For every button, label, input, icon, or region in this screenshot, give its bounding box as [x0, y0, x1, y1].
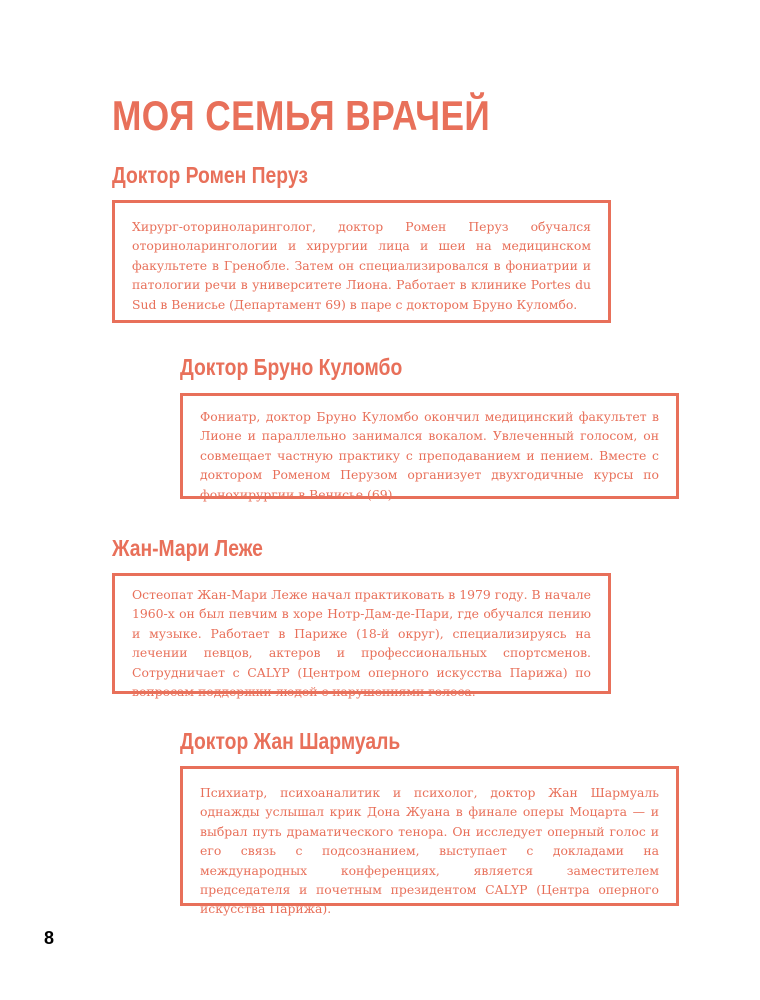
bio-box-jean-charmoile [180, 766, 679, 917]
heading-bruno-coulombo: Доктор Бруно Куломбо [180, 354, 403, 380]
heading-jean-marie-leger: Жан-Мари Леже [112, 535, 263, 561]
bio-box-romain-peruz [112, 200, 611, 323]
bio-text-jean-charmoile: Психиатр, психоаналитик и психолог, доктор Жан Шармуаль однажды услышал крик Дона Жуана в финале оперы Моцарта — и выбрал путь драматического тенора. Он исследует оперный голос и его связь с подсознанием, выступает с докладами на международных конференциях, является заместителем председателя и почетным президентом CALYP (Центра оперного искусства Парижа). [200, 785, 659, 917]
bio-text-bruno-coulombo: Фониатр, доктор Бруно Куломбо окончил медицинский факультет в Лионе и параллельно занимался вокалом. Увлеченный голосом, он совмещает частную практику с преподаванием и пением. Вместе с доктором Роменом Перузом организует двухгодичные курсы по фонохирургии в Венисье (69). [200, 409, 659, 502]
bio-box-bruno-coulombo [180, 393, 679, 502]
page-number: 8 [44, 928, 55, 948]
bio-box-jean-marie-leger [112, 573, 611, 700]
heading-jean-charmoile: Доктор Жан Шармуаль [180, 728, 401, 754]
heading-romain-peruz: Доктор Ромен Перуз [112, 162, 308, 188]
bio-text-jean-marie-leger: Остеопат Жан-Мари Леже начал практиковать в 1979 году. В начале 1960-х он был певчим в хоре Нотр-Дам-де-Пари, где обучался пению и музыке. Работает в Париже (18-й округ), специализируясь на лечении певцов, актеров и профессиональных спортсменов. Сотрудничает с CALYP (Центром оперного искусства Парижа) по вопросам поддержки людей с нарушениями голоса. [132, 587, 591, 700]
page-title: МОЯ СЕМЬЯ ВРАЧЕЙ [112, 92, 491, 139]
bio-text-romain-peruz: Хирург-оториноларинголог, доктор Ромен Перуз обучался оториноларингологии и хирургии лица и шеи на медицинском факультете в Гренобле. Затем он специализировался в фониатрии и патологии речи в университете Лиона. Работает в клинике Portes du Sud в Венисье (Департамент 69) в паре с доктором Бруно Куломбо. [132, 219, 591, 312]
